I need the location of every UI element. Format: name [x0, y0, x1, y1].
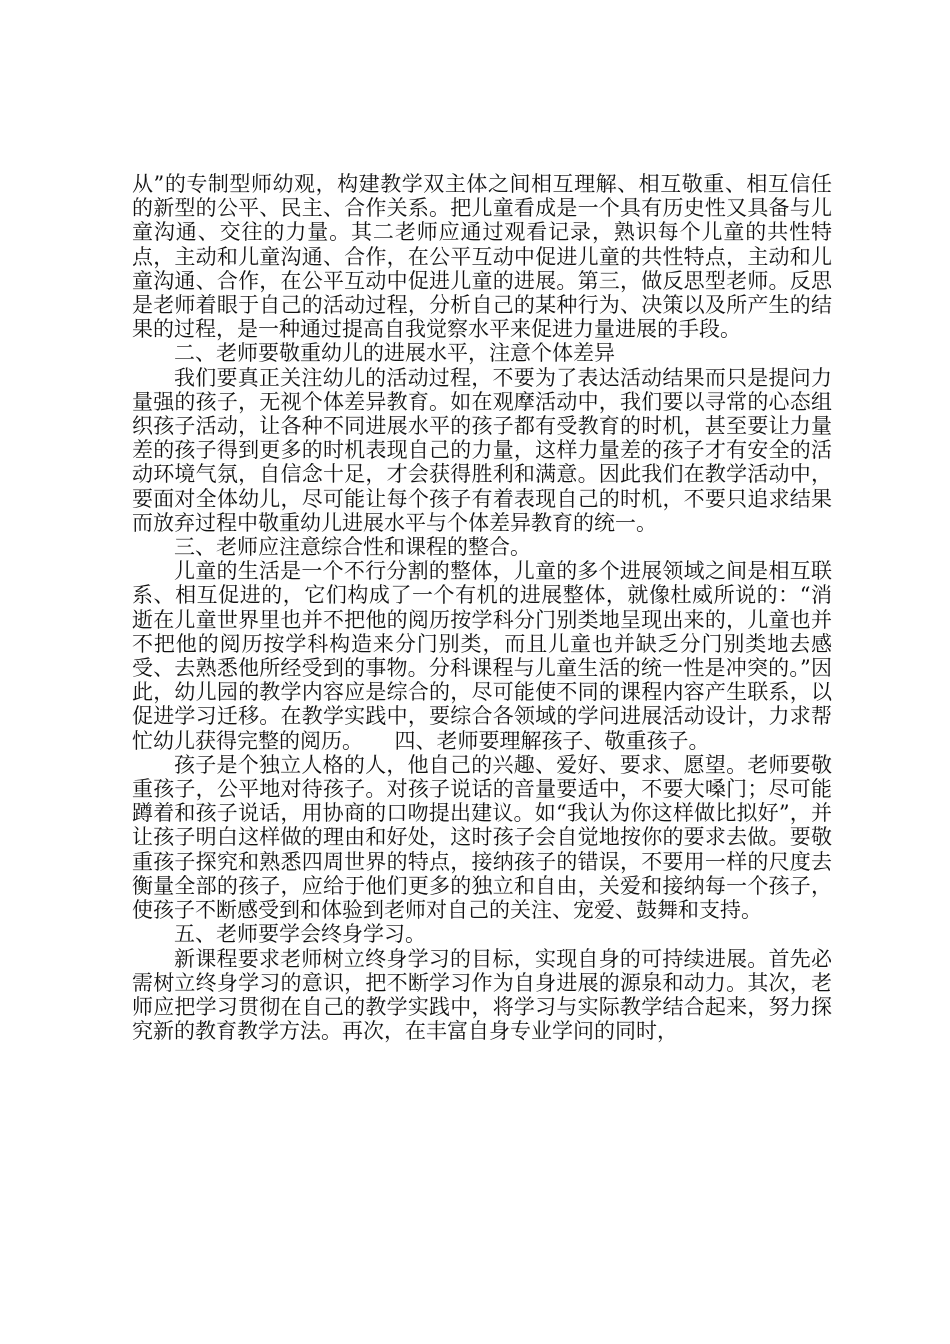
paragraph-section-5: 新课程要求老师树立终身学习的目标，实现自身的可持续进展。首先必需树立终身学习的意识，把不断学习作为自身进展的源泉和动力。其次，老师应把学习贯彻在自己的教学实践中，将学习与实际教学结合起来，努力探究新的教育教学方法。再次，在丰富自身专业学问的同时， — [132, 946, 832, 1044]
section-heading-2: 二、老师要敬重幼儿的进展水平，注意个体差异 — [174, 341, 615, 366]
paragraph-section-2: 我们要真正关注幼儿的活动过程，不要为了表达活动结果而只是提问力量强的孩子，无视个体差异教育。如在观摩活动中，我们要以寻常的心态组织孩子活动，让各种不同进展水平的孩子都有受教育的时机，甚至要让力量差的孩子得到更多的时机表现自己的力量，这样力量差的孩子才有安全的活动环境气氛，自信念十足，才会获得胜利和满意。因此我们在教学活动中，要面对全体幼儿，尽可能让每个孩子有着表现自己的时机，不要只追求结果而放弃过程中敬重幼儿进展水平与个体差异教育的统一。 — [132, 365, 832, 535]
section-heading-3: 三、老师应注意综合性和课程的整合。 — [174, 535, 531, 560]
paragraph-section-4: 孩子是个独立人格的人，他自己的兴趣、爱好、要求、愿望。老师要敬重孩子，公平地对待孩子。对孩子说话的音量要适中，不要大嗓门；尽可能蹲着和孩子说话，用协商的口吻提出建议。如“我认为你这样做比拟好”，并让孩子明白这样做的理由和好处，这时孩子会自觉地按你的要求去做。要敬重孩子探究和熟悉四周世界的特点，接纳孩子的错误，不要用一样的尺度去衡量全部的孩子，应给于他们更多的独立和自由，关爱和接纳每一个孩子，使孩子不断感受到和体验到老师对自己的关注、宠爱、鼓舞和支持。 — [132, 752, 832, 923]
paragraph-section-3: 儿童的生活是一个不行分割的整体，儿童的多个进展领域之间是相互联系、相互促进的，它们构成了一个有机的进展整体，就像杜威所说的：“消逝在儿童世界里也并不把他的阅历按学科分门别类地呈现出来的，儿童也并不把他的阅历按学科构造来分门别类，而且儿童也并缺乏分门别类地去感受、去熟悉他所经受到的事物。分科课程与儿童生活的统一性是冲突的。”因此，幼儿园的教学内容应是综合的，尽可能使不同的课程内容产生联系，以促进学习迁移。在教学实践中，要综合各领域的学问进展活动设计，力求帮忙幼儿获得完整的阅历。 四、老师要理解孩子、敬重孩子。 — [132, 559, 832, 753]
section-heading-5: 五、老师要学会终身学习。 — [174, 922, 426, 947]
paragraph-continuation: 从”的专制型师幼观，构建教学双主体之间相互理解、相互敬重、相互信任的新型的公平、民主、合作关系。把儿童看成是一个具有历史性又具备与儿童沟通、交往的力量。其二老师应通过观看记录，熟识每个儿童的共性特点，主动和儿童沟通、合作，在公平互动中促进儿童的共性特点，主动和儿童沟通、合作，在公平互动中促进儿童的进展。第三，做反思型老师。反思是老师着眼于自己的活动过程，分析自己的某种行为、决策以及所产生的结果的过程，是一种通过提高自我觉察水平来促进力量进展的手段。 — [132, 172, 832, 342]
document-page — [132, 172, 832, 1043]
